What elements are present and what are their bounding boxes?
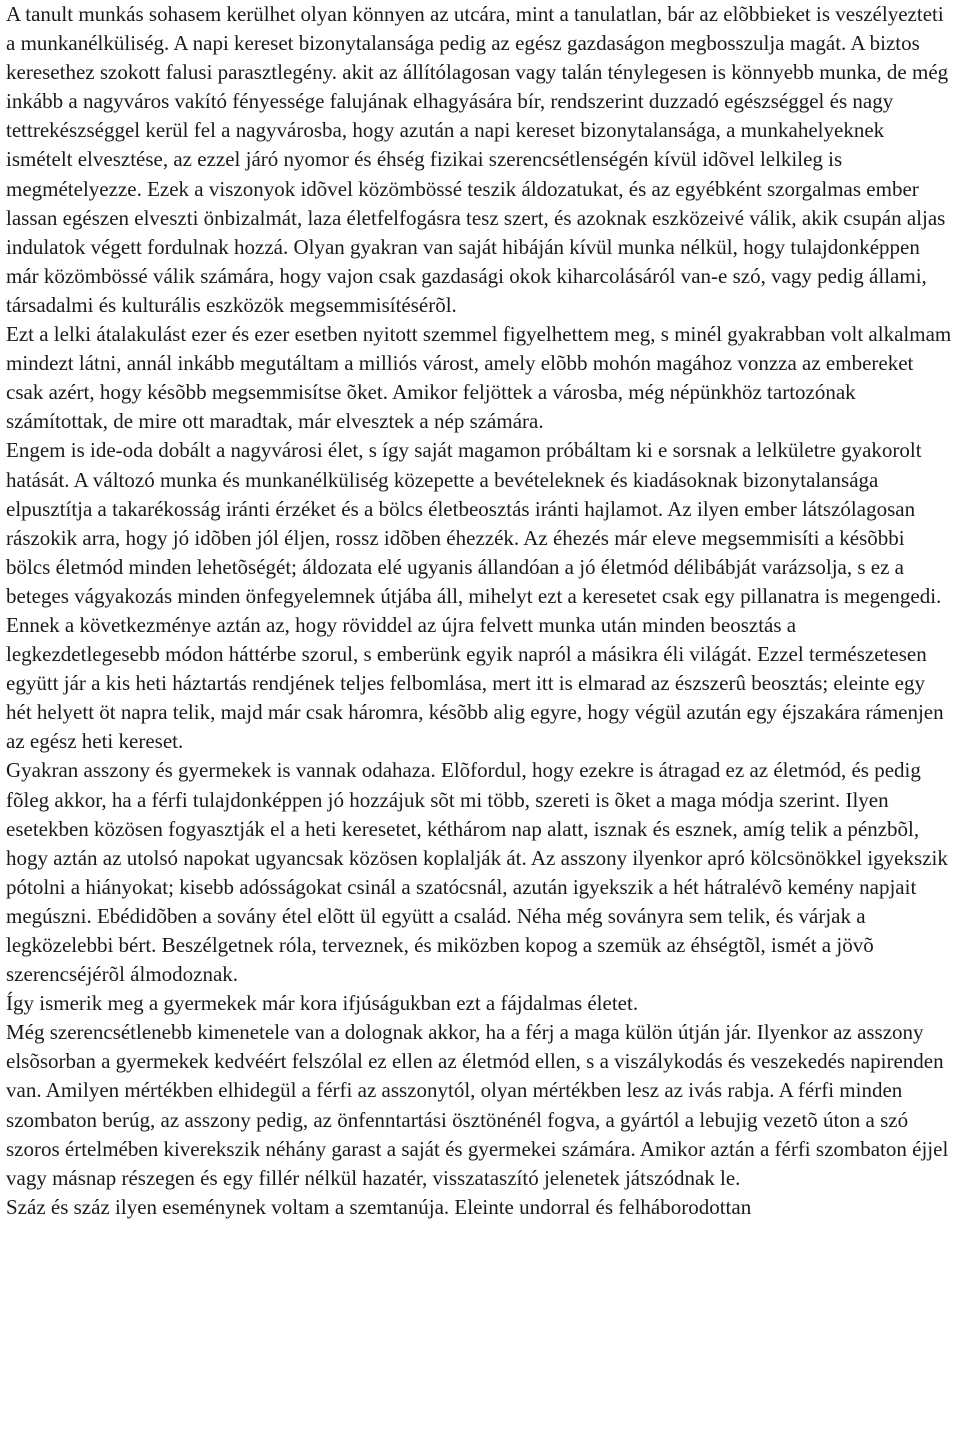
document-page [6, 0, 954, 1222]
paragraph-4: Gyakran asszony és gyermekek is vannak odahaza. Elõfordul, hogy ezekre is átragad ez az életmód, és pedig fõleg akkor, ha a férfi tulajdonképpen jó hozzájuk sõt mi több, szereti is õket a maga módja szerint. Ilyen esetekben közösen fogyasztják el a heti keresetet, kéthárom nap alatt, isznak és esznek, amíg telik a pénzbõl, hogy aztán az utolsó napokat ugyancsak közösen koplalják át. Az asszony ilyenkor apró kölcsönökkel igyekszik pótolni a hiányokat; kisebb adósságokat csinál a szatócsnál, azután igyekszik a hét hátralévõ kemény napjait megúszni. Ebédidõben a sovány étel elõtt ül együtt a család. Néha még soványra sem telik, és várjak a legközelebbi bért. Beszélgetnek róla, terveznek, és miközben kopog a szemük az éhségtõl, ismét a jövõ szerencséjérõl álmodoznak. [6, 758, 948, 987]
paragraph-2: Ezt a lelki átalakulást ezer és ezer esetben nyitott szemmel figyelhettem meg, s minél gyakrabban volt alkalmam mindezt látni, annál inkább megutáltam a milliós várost, amely elõbb mohón magához vonzza az embereket csak azért, hogy késõbb megsemmisítse õket. Amikor feljöttek a városba, még népünkhöz tartozónak számítottak, de mire ott maradtak, már elvesztek a nép számára. [6, 322, 952, 434]
paragraph-7: Száz és száz ilyen eseménynek voltam a szemtanúja. Eleinte undorral és felháborodottan [6, 1194, 752, 1219]
paragraph-1: A tanult munkás sohasem kerülhet olyan könnyen az utcára, mint a tanulatlan, bár az elõbbieket is veszélyezteti a munkanélküliség. A napi kereset bizonytalansága pedig az egész gazdaságon megbosszulja magát. A biztos keresethez szokott falusi parasztlegény. akit az állítólagosan vagy talán ténylegesen is könnyebb munka, de még inkább a nagyváros vakító fényessége falujának elhagyására bír, rendszerint duzzadó egészséggel és nagy tettrekészséggel kerül fel a nagyvárosba, hogy azután a napi kereset bizonytalansága, a munkahelyeknek ismételt elvesztése, az ezzel járó nyomor és éhség fizikai szerencsétlenségén kívül idõvel lelkileg is megmételyezze. Ezek a viszonyok idõvel közömbössé teszik áldozatukat, és az egyébként szorgalmas ember lassan egészen elveszti önbizalmát, laza életfelfogásra tesz szert, és azoknak eszközeivé válik, akik csupán aljas indulatok végett fordulnak hozzá. Olyan gyakran van saját hibáján kívül munka nélkül, hogy tulajdonképpen már közömbössé válik számára, hogy vajon csak gazdasági okok kiharcolásáról van-e szó, vagy pedig állami, társadalmi és kulturális eszközök megsemmisítésérõl. [6, 2, 949, 317]
paragraph-3: Engem is ide-oda dobált a nagyvárosi élet, s így saját magamon próbáltam ki e sorsnak a lelkületre gyakorolt hatását. A változó munka és munkanélküliség közepette a bevételeknek és kiadásoknak bizonytalansága elpusztítja a takarékosság iránti érzéket és a bölcs életbeosztás iránti hajlamot. Az ilyen ember látszólagosan rászokik arra, hogy jó idõben jól éljen, rossz idõben éhezzék. Az éhezés már eleve megsemmisíti a késõbbi bölcs életmód minden lehetõségét; áldozata elé ugyanis állandóan a jó életmód délibábját varázsolja, s ez a beteges vágyakozás minden önfegyelemnek útjába áll, mihelyt ezt a keresetet csak egy pillanatra is megengedi. Ennek a következménye aztán az, hogy röviddel az újra felvett munka után minden beosztás a legkezdetlegesebb módon háttérbe szorul, s emberünk egyik napról a másikra éli világát. Ezzel természetesen együtt jár a kis heti háztartás rendjének teljes felbomlása, mert itt is elmarad az észszerû beosztás; eleinte egy hét helyett öt napra telik, majd már csak háromra, késõbb alig egyre, hogy végül azután egy éjszakára rámenjen az egész heti kereset. [6, 438, 944, 754]
paragraph-6: Még szerencsétlenebb kimenetele van a dolognak akkor, ha a férj a maga külön útján jár. Ilyenkor az asszony elsõsorban a gyermekek kedvéért felszólal ez ellen az életmód ellen, s a viszálykodás és veszekedés napirenden van. Amilyen mértékben elhidegül a férfi az asszonytól, olyan mértékben lesz az ivás rabja. A férfi minden szombaton berúg, az asszony pedig, az önfenntartási ösztönénél fogva, a gyártól a lebujig vezetõ úton a szó szoros értelmében kiverekszik néhány garast a saját és gyermekei számára. Amikor aztán a férfi szombaton éjjel vagy másnap részegen és egy fillér nélkül hazatér, visszataszító jelenetek játszódnak le. [6, 1020, 949, 1190]
paragraph-5: Így ismerik meg a gyermekek már kora ifjúságukban ezt a fájdalmas életet. [6, 991, 639, 1016]
